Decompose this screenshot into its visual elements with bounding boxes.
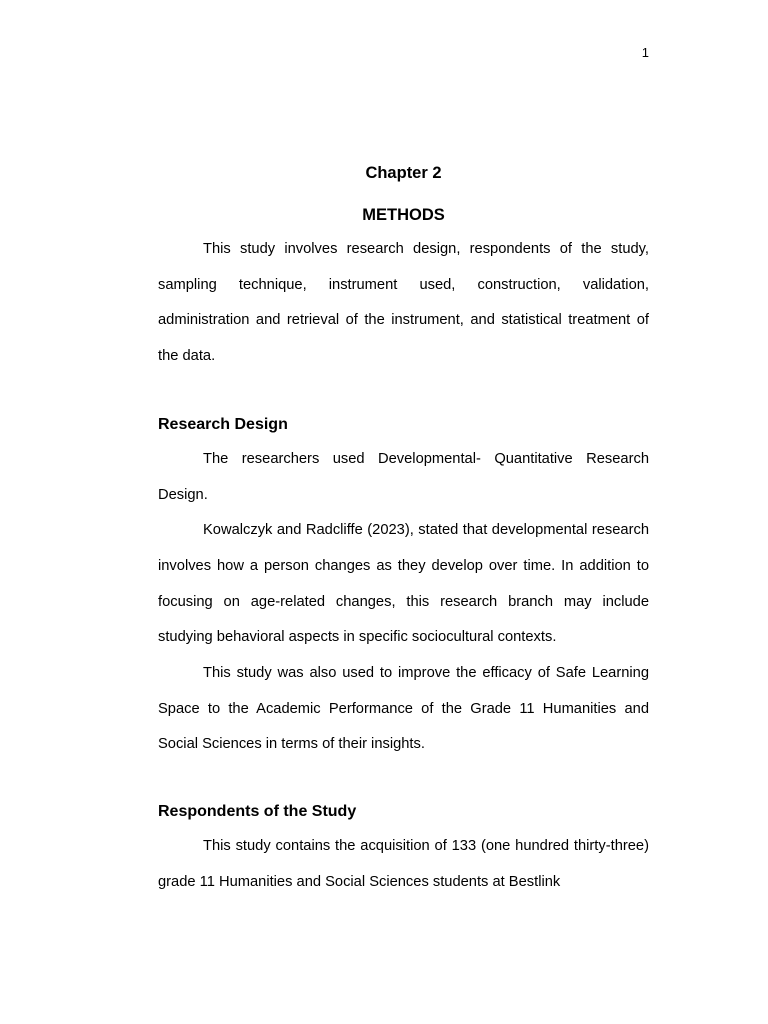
research-design-paragraph: The researchers used Developmental- Quantitative Research Design. [158,450,649,503]
research-design-heading: Research Design [158,415,288,433]
respondents-paragraph: This study contains the acquisition of 133 (one hundred thirty-three) grade 11 Humanities and Social Sciences students at Bestlink [158,838,649,890]
page-number: 1 [641,45,649,60]
respondents-heading: Respondents of the Study [158,803,357,821]
document-body [158,160,649,901]
intro-paragraph: This study involves research design, respondents of the study, sampling technique, instrument used, construction, validation, administration and retrieval of the instrument, and statistical treatment of the data. [158,241,649,365]
research-design-paragraph: This study was also used to improve the efficacy of Safe Learning Space to the Academic Performance of the Grade 11 Humanities and Social Sciences in terms of their insights. [158,665,649,753]
chapter-title: Chapter 2 [365,164,442,182]
section-title: METHODS [362,206,445,224]
research-design-paragraph: Kowalczyk and Radcliffe (2023), stated that developmental research involves how a person changes as they develop over time. In addition to focusing on age-related changes, this research branch may include studying behavioral aspects in specific sociocultural contexts. [158,522,649,646]
